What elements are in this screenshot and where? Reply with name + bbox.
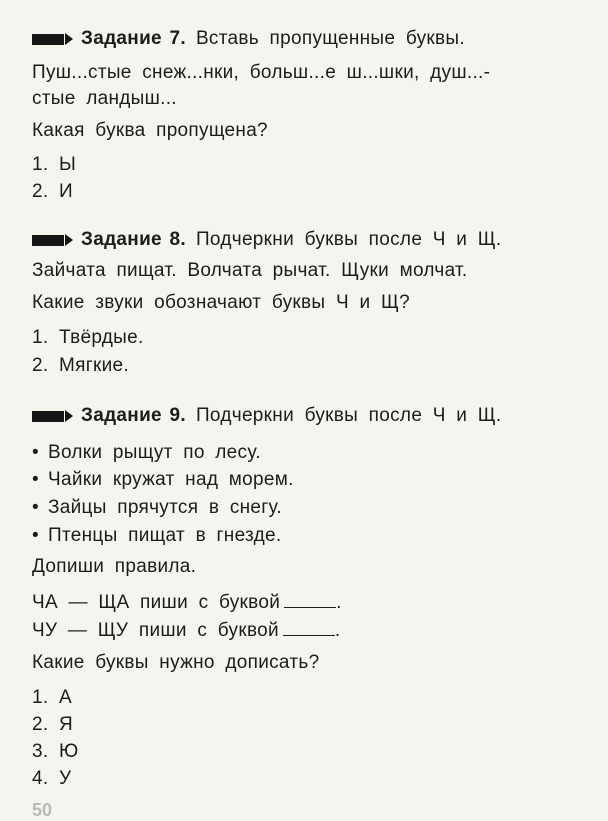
bullet-icon: • — [32, 442, 39, 463]
task9-instruction: Подчеркни буквы после Ч и Щ. — [195, 405, 502, 426]
task8-header — [32, 229, 502, 251]
task9-rules-prompt: Допиши правила. — [32, 556, 197, 577]
bullet-icon: • — [32, 525, 39, 546]
task8-label: Задание 8. — [81, 229, 186, 250]
task9-sentence-text: Птенцы пищат в гнезде. — [48, 525, 282, 546]
pencil-icon — [32, 410, 73, 422]
task9-label: Задание 9. — [81, 405, 186, 426]
task7-text-line2: стые ландыш... — [32, 88, 177, 109]
task7-option-1[interactable]: 1. Ы — [32, 154, 77, 175]
task7-text-line1: Пуш...стые снеж...нки, больш...е ш...шки, душ...- — [32, 62, 491, 83]
task9-sentence — [32, 469, 294, 491]
task9-option-2[interactable]: 2. Я — [32, 714, 74, 735]
task7-instruction: Вставь пропущенные буквы. — [195, 28, 465, 49]
task8-option-1[interactable]: 1. Твёрдые. — [32, 327, 144, 348]
task9-rule-2 — [32, 620, 341, 642]
task9-sentence-text: Зайцы прячутся в снегу. — [48, 497, 282, 518]
rule-1-text: ЧА — ЩА пиши с буквой — [32, 592, 281, 613]
task9-sentence-text: Чайки кружат над морем. — [48, 469, 294, 490]
task8-option-2[interactable]: 2. Мягкие. — [32, 355, 129, 376]
page-number: 50 — [32, 800, 53, 820]
task9-sentence — [32, 442, 261, 464]
rule-2-text: ЧУ — ЩУ пиши с буквой — [32, 620, 279, 641]
rule-2-blank[interactable] — [283, 620, 335, 636]
rule-1-end: . — [336, 592, 342, 613]
rule-2-end: . — [334, 620, 341, 641]
task8-question: Какие звуки обозначают буквы Ч и Щ? — [32, 292, 410, 313]
pencil-icon — [32, 234, 73, 246]
task9-option-1[interactable]: 1. А — [32, 687, 72, 708]
task9-sentence-text: Волки рыщут по лесу. — [48, 442, 261, 463]
rule-1-blank[interactable] — [284, 592, 336, 608]
task8-instruction: Подчеркни буквы после Ч и Щ. — [195, 229, 502, 250]
bullet-icon: • — [32, 469, 39, 490]
task8-text: Зайчата пищат. Волчата рычат. Щуки молчат. — [32, 260, 468, 281]
task9-header — [32, 405, 502, 427]
task9-sentence — [32, 497, 282, 519]
bullet-icon: • — [32, 497, 39, 518]
task7-label: Задание 7. — [81, 28, 186, 49]
task7-question: Какая буква пропущена? — [32, 120, 268, 141]
task9-rule-1 — [32, 592, 342, 614]
task9-option-4[interactable]: 4. У — [32, 768, 72, 789]
task9-sentence — [32, 525, 281, 547]
task9-question: Какие буквы нужно дописать? — [32, 652, 320, 673]
pencil-icon — [32, 33, 73, 45]
task9-option-3[interactable]: 3. Ю — [32, 741, 79, 762]
task7-header — [32, 28, 465, 50]
task7-option-2[interactable]: 2. И — [32, 181, 73, 202]
